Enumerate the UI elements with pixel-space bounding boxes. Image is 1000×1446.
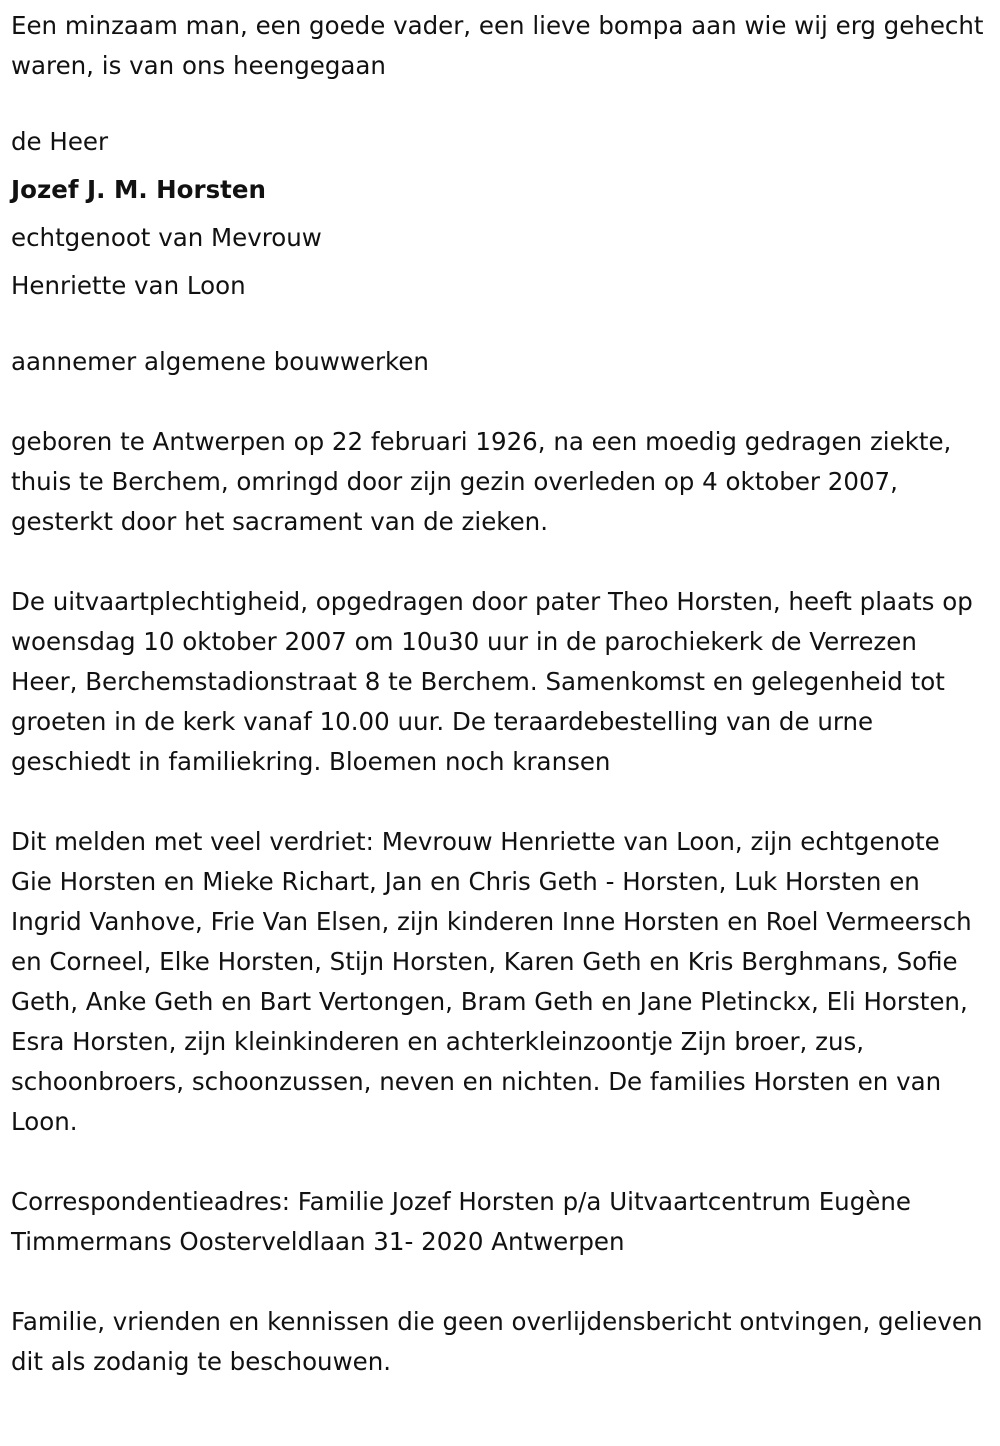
spouse-line-1: echtgenoot van Mevrouw [11, 223, 322, 252]
ceremony-paragraph: De uitvaartplechtigheid, opgedragen door pater Theo Horsten, heeft plaats op woensdag 10 oktober 2007 om 10u30 uur in de parochiekerk de Verrezen Heer, Berchemstadionstraat 8 te Berchem. Samenkomst en gelegenheid tot groeten in de kerk vanaf 10.00 uur. De teraardebestelling van de urne geschiedt in familiekring. Bloemen noch kransen [11, 587, 973, 776]
spacer [11, 1142, 988, 1182]
spouse-line-2: Henriette van Loon [11, 271, 246, 300]
profession: aannemer algemene bouwwerken [11, 347, 429, 376]
spacer [11, 382, 988, 422]
spacer [11, 542, 988, 582]
title-prefix: de Heer [11, 127, 109, 156]
spacer [11, 86, 988, 118]
correspondence-paragraph: Correspondentieadres: Familie Jozef Horsten p/a Uitvaartcentrum Eugène Timmermans Oosterveldlaan 31- 2020 Antwerpen [11, 1187, 911, 1256]
birth-death-paragraph: geboren te Antwerpen op 22 februari 1926, na een moedig gedragen ziekte, thuis te Berchem, omringd door zijn gezin overleden op 4 oktober 2007, gesterkt door het sacrament van de zieken. [11, 427, 952, 536]
closing-paragraph: Familie, vrienden en kennissen die geen overlijdensbericht ontvingen, gelieven dit als zodanig te beschouwen. [11, 1307, 983, 1376]
family-paragraph: Dit melden met veel verdriet: Mevrouw Henriette van Loon, zijn echtgenote Gie Horsten en Mieke Richart, Jan en Chris Geth - Horsten, Luk Horsten en Ingrid Vanhove, Frie Van Elsen, zijn kinderen Inne Horsten en Roel Vermeersch en Corneel, Elke Horsten, Stijn Horsten, Karen Geth en Kris Berghmans, Sofie Geth, Anke Geth en Bart Vertongen, Bram Geth en Jane Pletinckx, Eli Horsten, Esra Horsten, zijn kleinkinderen en achterkleinzoontje Zijn broer, zus, schoonbroers, schoonzussen, neven en nichten. De families Horsten en van Loon. [11, 827, 972, 1136]
spacer [11, 310, 988, 342]
spacer [11, 1262, 988, 1302]
deceased-name: Jozef J. M. Horsten [11, 175, 266, 204]
intro-paragraph: Een minzaam man, een goede vader, een lieve bompa aan wie wij erg gehecht waren, is van ons heengegaan [11, 11, 984, 80]
spacer [11, 782, 988, 822]
